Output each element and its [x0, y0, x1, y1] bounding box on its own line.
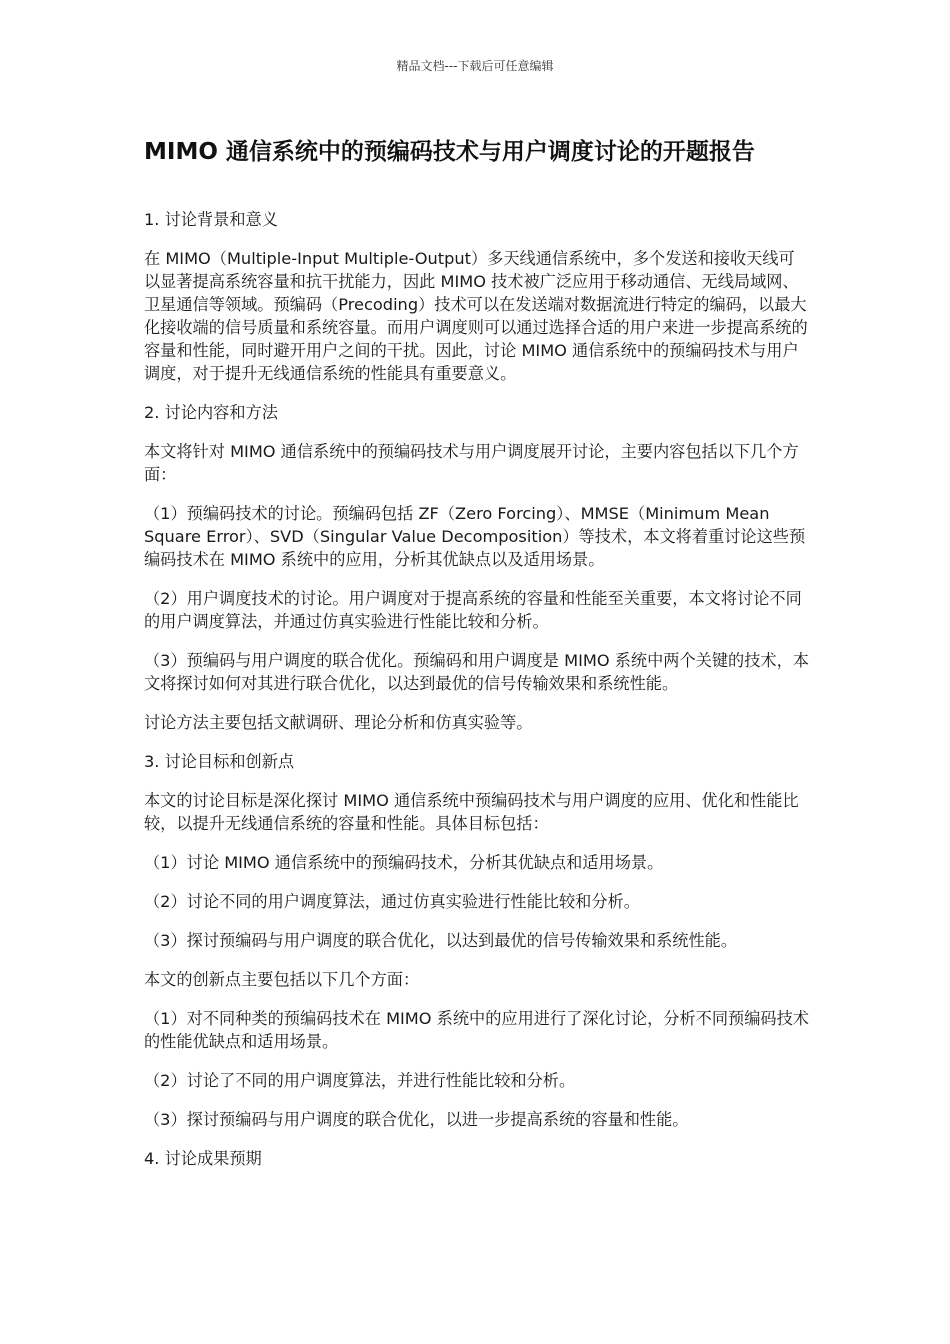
document-title: MIMO 通信系统中的预编码技术与用户调度讨论的开题报告	[144, 139, 755, 165]
list-item: （1）讨论 MIMO 通信系统中的预编码技术，分析其优缺点和适用场景。	[144, 853, 664, 872]
list-item: （3）探讨预编码与用户调度的联合优化，以进一步提高系统的容量和性能。	[144, 1110, 689, 1129]
list-item: （3）探讨预编码与用户调度的联合优化，以达到最优的信号传输效果和系统性能。	[144, 931, 738, 950]
page-header: 精品文档---下载后可任意编辑	[396, 59, 554, 73]
section-heading: 2. 讨论内容和方法	[144, 403, 278, 422]
document-content	[144, 208, 809, 1186]
list-item: （2）用户调度技术的讨论。用户调度对于提高系统的容量和性能至关重要，本文将讨论不同的用户调度算法，并通过仿真实验进行性能比较和分析。	[144, 589, 802, 631]
paragraph: 在 MIMO（Multiple-Input Multiple-Output）多天线通信系统中，多个发送和接收天线可以显著提高系统容量和抗干扰能力，因此 MIMO 技术被广泛应用于移动通信、无线局域网、卫星通信等领域。预编码（Precoding）技术可以在发送端对数据流进行特定的编码，以最大化接收端的信号质量和系统容量。而用户调度则可以通过选择合适的用户来进一步提高系统的容量和性能，同时避开用户之间的干扰。因此，讨论 MIMO 通信系统中的预编码技术与用户调度，对于提升无线通信系统的性能具有重要意义。	[144, 249, 808, 383]
paragraph: 讨论方法主要包括文献调研、理论分析和仿真实验等。	[144, 713, 533, 732]
section-heading: 1. 讨论背景和意义	[144, 210, 278, 229]
list-item: （2）讨论不同的用户调度算法，通过仿真实验进行性能比较和分析。	[144, 892, 640, 911]
list-item: （1）对不同种类的预编码技术在 MIMO 系统中的应用进行了深化讨论，分析不同预编码技术的性能优缺点和适用场景。	[144, 1009, 809, 1051]
list-item: （3）预编码与用户调度的联合优化。预编码和用户调度是 MIMO 系统中两个关键的技术，本文将探讨如何对其进行联合优化，以达到最优的信号传输效果和系统性能。	[144, 651, 809, 693]
paragraph: 本文的讨论目标是深化探讨 MIMO 通信系统中预编码技术与用户调度的应用、优化和性能比较，以提升无线通信系统的容量和性能。具体目标包括：	[144, 791, 799, 833]
list-item: （1）预编码技术的讨论。预编码包括 ZF（Zero Forcing）、MMSE（Minimum Mean Square Error）、SVD（Singular Value Decomposition）等技术，本文将着重讨论这些预编码技术在 MIMO 系统中的应用，分析其优缺点以及适用场景。	[144, 504, 806, 569]
paragraph: 本文的创新点主要包括以下几个方面：	[144, 970, 420, 989]
section-heading: 3. 讨论目标和创新点	[144, 752, 295, 771]
section-heading: 4. 讨论成果预期	[144, 1149, 262, 1168]
list-item: （2）讨论了不同的用户调度算法，并进行性能比较和分析。	[144, 1071, 576, 1090]
paragraph: 本文将针对 MIMO 通信系统中的预编码技术与用户调度展开讨论，主要内容包括以下几个方面：	[144, 442, 799, 484]
